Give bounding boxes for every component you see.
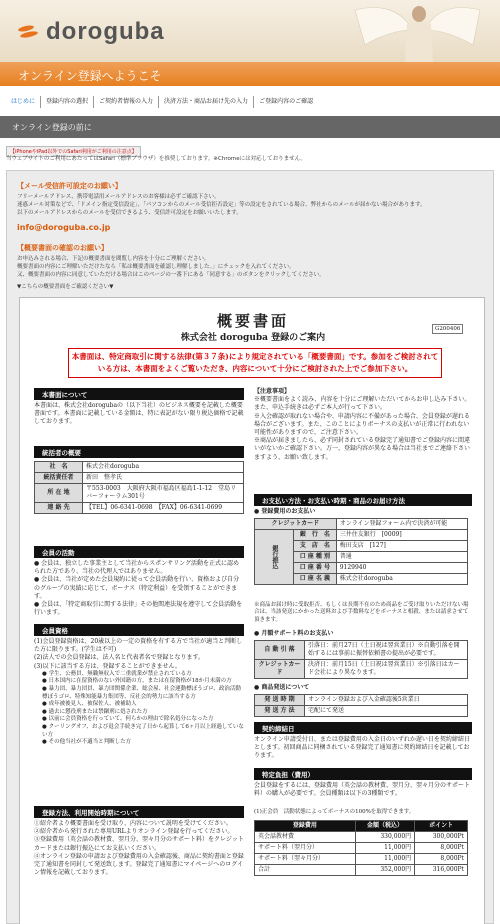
bank-label: 銀行振込 [255, 530, 294, 585]
org-value: 〒553-0003 大阪府大阪市福島区福島1-1-12 堂島リバーフォーラム301号 [83, 484, 244, 503]
list-item: ● 会員は、独立した事業主として当社からスポンサリング活動を正式に認められた方であり、当社の代理人ではありません。 [34, 560, 240, 576]
org-key: 連 絡 先 [35, 503, 83, 514]
table-row [255, 832, 468, 843]
ipad-note-link[interactable]: 【iPhoneやiPad以外でのSafari利用がご利用の注意点】 [6, 146, 141, 157]
site-header [0, 0, 500, 62]
fee-text: 会員登録をするには、登録費用（英会話の教材費、翌月分、翌々月分のサポート料）の購入が必要です。会員種類は以下の3種類です。 [254, 782, 471, 798]
fee-amount: 330,000円 [355, 832, 414, 843]
list-item: (1)会員登録資格は、20歳以上の一定の資格を有する方で当社が適当と判断した方に限ります。(学生は不可) [34, 638, 243, 654]
monthly-key: クレジットカード [255, 660, 305, 679]
table-row [255, 854, 468, 865]
fee-amount: 352,000円 [355, 865, 414, 876]
payment-note: ※商品お届け時に受取拒否、もしくは長期不在のため商品をご受け取りいただけない場合は、当該発送にかかった送料および手数料などをボーナスと相殺、または請求させて頂きます。 [254, 602, 469, 623]
logo-text: doroguba [46, 18, 165, 45]
monthly-table [254, 640, 468, 679]
contract-text: オンライン申請受付日、または登録費用の入金日のいずれか遅い日を契約締結日とします。初回商品に同梱されている登録完了通知書に契約締結日を記載しております。 [254, 736, 470, 760]
notes-heading: 【注意事項】 [254, 388, 291, 395]
list-item: ※概要書面をよく読み、内容を十分にご理解いただいてからお申し込み下さい。また、申込手続きは必ずご本人が行って下さい。 [254, 396, 471, 412]
table-row [35, 462, 244, 473]
table-row [255, 821, 468, 832]
table-row [255, 843, 468, 854]
payment-table [254, 518, 468, 585]
breadcrumb-step-5: ご登録内容のご確認 [253, 96, 318, 108]
list-item: ● 過去に懲役刑または禁錮刑に処された方 [42, 708, 148, 715]
monthly-value: 引落日：前月27日（土日祝は翌営業日）※自動引落を開始するには事前に振替依頼書の提出が必要です。 [305, 641, 468, 660]
table-row [255, 530, 468, 541]
monthly-key: 自 動 引 落 [255, 641, 305, 660]
overview-title: 【概要書面の確認のお願い】 [17, 244, 108, 252]
bank-key: 口 座 名 義 [294, 574, 337, 585]
mail-setting-title: 【メール受信許可設定のお願い】 [17, 182, 122, 190]
welcome-banner: オンライン登録へようこそ [0, 62, 500, 86]
breadcrumb-step-4: 決済方法・商品お届け先の入力 [158, 96, 253, 108]
bank-value: 三井住友銀行 [0009] [336, 530, 467, 541]
document-number: G200406 [432, 324, 463, 334]
bank-key: 銀 行 名 [294, 530, 337, 541]
org-key: 統括責任者 [35, 473, 83, 484]
fee-points: 8,000Pt [415, 854, 468, 865]
org-key: 所 在 地 [35, 484, 83, 503]
fee-table [254, 820, 468, 876]
mail-setting-line-1: フリーメールアドレス、携帯電話用メールアドレスのお客様は必ずご確認下さい。 [17, 194, 220, 200]
list-item: ②紹介者から発行された専用URLよりオンライン登録を行ってください。 [34, 828, 234, 836]
table-row [255, 706, 468, 717]
table-row [35, 473, 244, 484]
table-row [255, 865, 468, 876]
bank-key: 口 座 番 号 [294, 563, 337, 574]
about-text: 本書面は、株式会社dorogubaの（以下当社）のビジネス概要を記載した概要書面です。本書面に記載している金額は、特に表記がない限り税込価格で記載しております。 [34, 402, 244, 426]
org-heading: 統括者の概要 [34, 446, 244, 458]
qualification-list [34, 638, 244, 747]
contract-heading: 契約締結日 [254, 722, 472, 734]
mail-setting-line-2: 迷惑メール対策などで、「ドメイン指定受信設定」、「パソコンからのメール受信拒否設定」等の設定をされている場合、弊社からのメールが届かない場合があります。 [17, 202, 426, 208]
breadcrumb [0, 92, 500, 108]
fee-heading: 特定負担（費用） [254, 768, 472, 780]
fee-col-header: ポイント [415, 821, 468, 832]
ship-value: オンライン登録および入金確認後5営業日 [305, 695, 468, 706]
fee-col-header: 登録費用 [255, 821, 356, 832]
ship-value: 宅配にて発送 [305, 706, 468, 717]
ship-key: 発 送 時 期 [255, 695, 305, 706]
monthly-heading: ● 月額サポート料のお支払い [254, 630, 334, 637]
list-item: ● 会員は、当社が定めた会員規約に従って会員活動を行い、資格および自分のグループの実績に応じて、ボーナス（特定利益）を受領することができます。 [34, 576, 240, 600]
list-item: ● クーリングオフ、および退会手続き完了日から起算して6ヶ月以上経過していない方 [42, 723, 244, 738]
list-item: ● 暴力団、暴力団員、暴力団関係企業、総会屋、社会運動標ぼうゴロ、政治活動標ぼうゴロ、特殊知能暴力集団等、反社会的勢力に該当する方 [42, 686, 241, 700]
list-item: ③登録費用（英会話の教材費、翌月分、翌々月分のサポート料）をクレジットカードまたは銀行振込にてお支払いください。 [34, 836, 244, 852]
fee-item: サポート料（翌月分） [255, 843, 356, 854]
list-item: ● 学生、公務員、無職無収入で二重就業が禁止されている方 [42, 670, 192, 677]
fee-points: 316,000Pt [415, 865, 468, 876]
shipping-heading: ● 商品発送について [254, 684, 310, 691]
bank-key: 口 座 種 別 [294, 552, 337, 563]
overview-line-2: 概要書面の内容にご理解いただけたなら「私は概要書面を確認し理解しました。」にチェックを入れてください。 [17, 264, 295, 270]
shipping-table [254, 694, 468, 717]
overview-document[interactable] [19, 297, 485, 924]
table-row [255, 695, 468, 706]
list-item: ※入会確認が取れない場合や、申請内容に不備があった場合、会員登録が遅れる場合がございます。また、このことによりボーナスの支払いが正常に行われない可能性がありますので、ご注意下さい。 [254, 412, 470, 437]
org-value: 株式会社doroguba [83, 462, 244, 473]
document-subtitle: 株式会社 doroguba 登録のご案内 [180, 333, 326, 343]
fee-item: 英会話教材費 [255, 832, 356, 843]
flow-list [34, 820, 244, 877]
breadcrumb-step-3: ご契約者情報の入力 [93, 96, 158, 108]
list-item: ①紹介者より概要書面を受け取り、内容について説明を受けてください。 [34, 820, 232, 827]
overview-line-1: お申込みされる場合、下記の概要書面を閲覧し内容を十分にご理解ください。 [17, 256, 210, 262]
payment-fee-heading: ● 登録費用のお支払い [254, 508, 316, 515]
angel-illustration [335, 0, 500, 62]
org-value: 新田 整孝氏 [83, 473, 244, 484]
mail-setting-line-3: 以下のメールアドレスからのメールを受信できるよう、受信許可設定をお願いいたします。 [17, 210, 242, 216]
table-row [255, 641, 468, 660]
qualification-heading: 会員資格 [34, 624, 244, 636]
contact-email[interactable]: info@doroguba.co.jp [17, 223, 111, 232]
fee-item: 合計 [255, 865, 356, 876]
notes [254, 388, 472, 462]
bank-value: 株式会社doroguba [336, 574, 467, 585]
fee-points: 300,000Pt [415, 832, 468, 843]
list-item: (2)法人での会員登録は、法人名と代表者名で登録となります。 [34, 654, 205, 662]
payment-heading: お支払い方法・お支払い時期・商品のお届け方法 [254, 494, 472, 506]
breadcrumb-step-1[interactable]: はじめに [11, 98, 36, 105]
table-row [255, 660, 468, 679]
list-item: ● 以前に会員資格を行っていて、何らかの理由で除名処分になった方 [42, 716, 214, 723]
list-item: ● 会員は、「特定商取引に関する法律」その他関連法規を遵守して会員活動を行います。 [34, 601, 243, 617]
table-row [35, 503, 244, 514]
logo-mark-icon [18, 24, 42, 40]
list-item: ● 成年被後見人、被保佐人、被補助人 [42, 701, 137, 708]
flow-heading: 登録方法、利用開始時期について [34, 806, 244, 818]
bank-key: 支 店 名 [294, 541, 337, 552]
section-band: オンライン登録の前に [0, 116, 500, 138]
card-value: オンライン登録フォーム内で決済が可能 [336, 519, 467, 530]
fee-item: サポート料（翌々月分） [255, 854, 356, 865]
content-panel [6, 170, 494, 924]
legal-warning: 本書面は、特定商取引に関する法律(第３７条)により規定されている「概要書面」です。参加をご検討されている方は、本書面をよくご覧いただき、内容について十分にご検討された上でご参加下さい。 [68, 348, 442, 378]
org-table [34, 461, 244, 514]
bank-value: 9129940 [336, 563, 467, 574]
list-item: ※商品が届きましたら、必ず同封されている登録完了通知書でご登録内容に間違いがないかご確認下さい。万一、登録内容が異なる場合は当社までご連絡下さいますよう、お願い致します。 [254, 437, 471, 461]
table-row [35, 484, 244, 503]
about-heading: 本書面について [34, 388, 244, 400]
list-item: ● その他当社が不適当と判断した方 [42, 739, 132, 746]
fee-col-header: 金額（税込） [355, 821, 414, 832]
ship-key: 発 送 方 法 [255, 706, 305, 717]
monthly-value: 決済日：前月15日（土日祝は翌営業日）※引落日はカード会社により異なります。 [305, 660, 468, 679]
list-item: ● 日本国内に在留資格のない外国籍の方、または在留資格が18か月未満の方 [42, 678, 232, 685]
table-row [255, 519, 468, 530]
member-list [34, 560, 244, 617]
overview-line-3: 又、概要書面の内容に同意していただける場合はこのページの一番下にある「同意する」のボタンをクリックしてください。 [17, 272, 325, 278]
org-value: 【TEL】06-6341-0698 【FAX】06-6341-0699 [83, 503, 244, 514]
safari-notice: 当ウェブサイトのご利用にあたってはSafari（標準ブラウザ）を推奨しております。※Chromeには対応しておりません。 [6, 156, 306, 162]
fee-amount: 11,000円 [355, 854, 414, 865]
bank-value: 梅田支店 [127] [336, 541, 467, 552]
fee-subtitle: (1)正会員 活動状態によってボーナスの100%を取得できます。 [254, 809, 415, 815]
overview-toggle[interactable]: ▼こちらの概要書面をご確認ください▼ [17, 284, 114, 290]
org-key: 社 名 [35, 462, 83, 473]
logo[interactable] [18, 18, 165, 46]
member-heading: 会員の活動 [34, 546, 244, 558]
document-title: 概要書面 [216, 312, 289, 330]
list-item: (3)以下に該当する方は、登録することができません。 [34, 662, 181, 670]
list-item: ④オンライン登録の申請および登録費用の入金確認後、商品に契約書面と登録完了通知書を同封して発送致します。登録完了通知書にマイページへのログイン情報を記載しております。 [34, 852, 244, 877]
breadcrumb-step-2: 登録内容の選択 [40, 96, 93, 108]
fee-amount: 11,000円 [355, 843, 414, 854]
fee-points: 8,000Pt [415, 843, 468, 854]
bank-value: 普通 [336, 552, 467, 563]
card-label: クレジットカード [255, 519, 337, 530]
